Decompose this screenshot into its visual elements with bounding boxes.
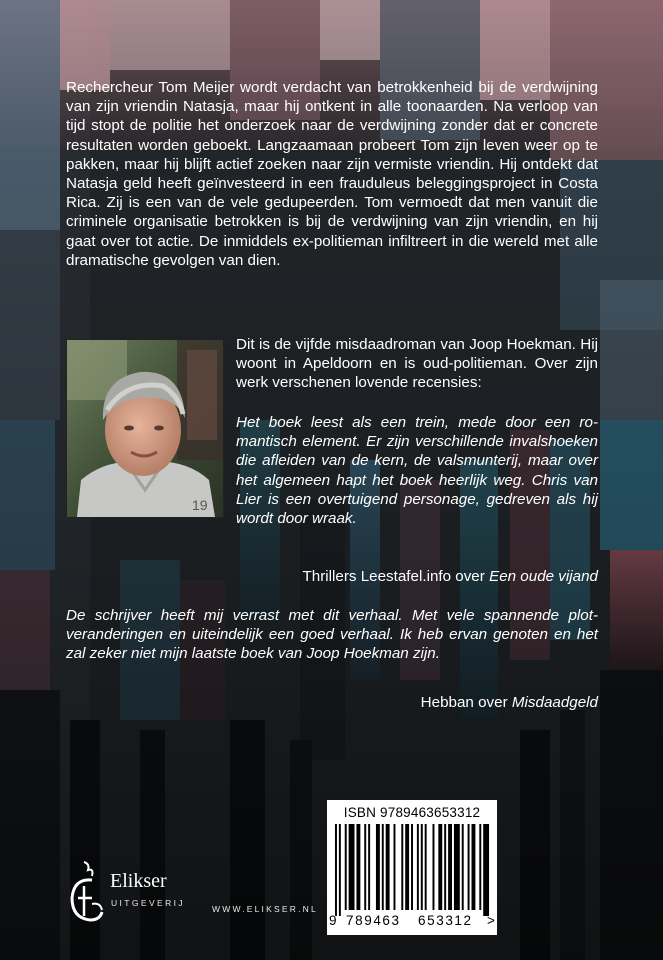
barcode-bar [335, 824, 337, 916]
author-bio: Dit is de vijfde misdaadroman van Joop Hoekman. Hij woont in Apeldoorn en is oud-politieman. Over zijn werk verschenen lovende recensies: [236, 336, 598, 392]
barcode-bar [368, 824, 370, 910]
barcode-bar [405, 824, 409, 910]
barcode-bars [333, 824, 491, 916]
review-hebban-text: De schrijver heeft mij verrast met dit verhaal. Met vele spannende plotveranderingen en uiteindelijk een goed verhaal. Ik heb ervan genoten en het zal zeker niet mijn laatste boek van Joop Hoekman zijn. [66, 607, 598, 663]
barcode-bar [483, 824, 489, 916]
barcode-bar [386, 824, 390, 910]
review-leestafel-book: Een oude vijand [489, 568, 598, 585]
barcode-group-1: 789463 [346, 913, 401, 928]
barcode-bar [339, 824, 341, 916]
barcode-bar [462, 824, 464, 910]
barcode-bar [356, 824, 360, 910]
barcode-bar [425, 824, 427, 910]
barcode-bar [394, 824, 396, 910]
publisher-name: Elikser [110, 870, 167, 892]
barcode-bar [417, 824, 419, 910]
barcode-bar [401, 824, 403, 910]
review-hebban-source-label: Hebban over [420, 694, 508, 711]
barcode-bar [454, 824, 460, 910]
author-photo [66, 339, 224, 518]
barcode-bar [421, 824, 423, 910]
barcode-bar [345, 824, 347, 910]
review-leestafel-source [302, 567, 598, 586]
barcode-bar [479, 824, 481, 910]
barcode-bar [438, 824, 442, 910]
barcode-bar [376, 824, 380, 910]
barcode-bar [468, 824, 470, 910]
barcode-first-digit: 9 [329, 913, 337, 928]
barcode-bar [448, 824, 452, 910]
barcode-bar [382, 824, 384, 910]
review-hebban-source [421, 693, 598, 712]
barcode-arrow: > [487, 913, 495, 928]
barcode-digits [327, 913, 497, 931]
publisher-subtitle: UITGEVERIJ [111, 898, 186, 908]
review-hebban-book: Misdaadgeld [511, 694, 598, 711]
isbn-label: ISBN 9789463653312 [343, 805, 481, 820]
elikser-emblem-icon [62, 858, 108, 928]
review-leestafel-text: Het boek leest als een trein, mede door een romantisch element. Er zijn verschillende invalshoeken die afleiden van de kern, de valsmunterij, maar over het algemeen hapt het boek heerlijk weg. Chris van Lier is een overtuigend personage, gedreven als hij wordt door wraak. [236, 414, 598, 528]
isbn-barcode [327, 800, 497, 935]
barcode-bar [364, 824, 366, 910]
barcode-bar [444, 824, 446, 910]
synopsis-text: Rechercheur Tom Meijer wordt verdacht van betrokkenheid bij de verdwijning van zijn vriendin Natasja, maar hij ontkent in alle toonaarden. Na verloop van tijd stopt de politie het onderzoek naar de verdwijning zonder dat er concrete resultaten worden geboekt. Langzaamaan probeert Tom zijn leven weer op te pakken, maar hij blijft actief zoeken naar zijn vermiste vriendin. Hij ontdekt dat Natasja geld heeft geïnvesteerd in een frauduleus beleggingsproject in Costa Rica. Zij is een van de vele gedupeerden. Tom vermoedt dat men vanuit die criminele organisatie betrokken is bij de verdwijning van zijn vriendin, en hij gaat over tot actie. De inmiddels ex-politieman infiltreert in die wereld met alle dramatische gevolgen van dien. [66, 79, 598, 269]
publisher-logo [62, 858, 202, 928]
barcode-bar [472, 824, 476, 910]
barcode-bar [349, 824, 355, 910]
barcode-group-2: 653312 [418, 913, 473, 928]
svg-text:19: 19 [192, 497, 208, 513]
barcode-bar [411, 824, 413, 910]
publisher-website: WWW.ELIKSER.NL [212, 904, 318, 914]
barcode-bar [433, 824, 435, 910]
review-leestafel-source-label: Thrillers Leestafel.info over [302, 568, 485, 585]
